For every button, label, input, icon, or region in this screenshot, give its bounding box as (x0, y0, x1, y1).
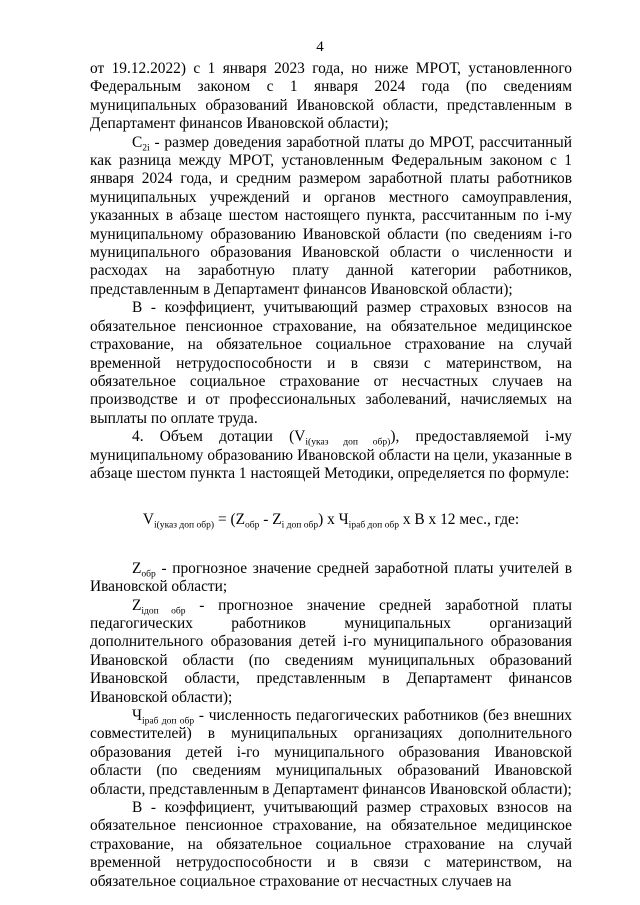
paragraph-b-coefficient: B - коэффициент, учитывающий размер страховых взносов на обязательное пенсионное страхование, на обязательное медицинское страхование, на обязательное социальное страхование на случай временной нетрудоспособности и в связи с материнством, на обязательное социальное страхование от несчастных случаев на производстве и от профессиональных заболеваний, начисляемых на выплаты по оплате труда. (90, 299, 572, 427)
symbol-zi-subscript: iдоп обр (141, 604, 186, 616)
formula-minus: - Z (259, 511, 282, 529)
z-obr-definition-text: - прогнозное значение средней заработной платы учителей в Ивановской области; (90, 559, 572, 596)
formula-eq: = (Z (214, 511, 245, 529)
c2i-definition-text: - размер доведения заработной платы до МРОТ, рассчитанный как разница между МРОТ, установленным Федеральным законом с 1 января 2024 года, и средним размером заработной платы работников муниципальных учреждений и органов местного самоуправления, указанных в абзаце шестом настоящего пункта, рассчитанным по i-му муниципальному образованию Ивановской области (по сведениям i-го муниципального образования Ивановской области о численности и расходах на заработную плату данной категории работников, представленным в Департамент финансов Ивановской области); (90, 133, 572, 298)
paragraph-zi-definition (90, 597, 572, 707)
paragraph-b-coefficient-2: B - коэффициент, учитывающий размер страховых взносов на обязательное пенсионное страхование, на обязательное медицинское страхование, на обязательное социальное страхование на случай временной нетрудоспособности и в связи с материнством, на обязательное социальное страхование от несчастных случаев на (90, 799, 572, 890)
symbol-z: Z (132, 559, 142, 577)
item-4-text-b: ), предоставляемой i-му муниципальному образованию Ивановской области на цели, указанные в абзаце шестом пункта 1 настоящей Методики, определяется по формуле: (90, 428, 573, 482)
zi-definition-text: - прогнозное значение средней заработной платы педагогических работников муниципальных организаций дополнительного образования детей i-го муниципального образования Ивановской области (по сведениям муниципальных образований Ивановской области, представленным в Департамент финансов Ивановской области); (90, 596, 572, 706)
formula-v: V (142, 511, 154, 529)
item-4-v-subscript: i(указ доп обр) (305, 436, 391, 448)
paragraph-item-4 (90, 428, 572, 483)
formula-ch-subscript: iраб доп обр (348, 519, 400, 531)
document-body (90, 60, 572, 891)
paragraph-c2i-definition (90, 134, 572, 300)
symbol-zi: Z (132, 596, 142, 614)
paragraph-ch-definition (90, 707, 572, 799)
page-number: 4 (316, 39, 324, 55)
formula-z-subscript: обр (245, 519, 260, 531)
symbol-ch-subscript: iраб доп обр (142, 715, 195, 727)
formula (90, 511, 572, 529)
symbol-z-subscript: обр (141, 568, 156, 580)
formula-tail: x B x 12 мес., где: (399, 511, 520, 529)
symbol-c: C (132, 133, 143, 151)
symbol-c-subscript: 2i (142, 141, 150, 153)
symbol-ch: Ч (132, 707, 143, 724)
formula-x1: ) x Ч (318, 511, 349, 529)
formula-zi-subscript: i доп обр (281, 519, 319, 531)
paragraph-z-obr-definition (90, 560, 572, 597)
paragraph-continuation: от 19.12.2022) с 1 января 2023 года, но ниже МРОТ, установленного Федеральным законом с 1 января 2024 года (по сведениям муниципальных образований Ивановской области, представленным в Департамент финансов Ивановской области); (90, 60, 572, 133)
formula-v-subscript: i(указ доп обр) (153, 519, 215, 531)
ch-definition-text: - численность педагогических работников (без внешних совместителей) в муниципальных организациях дополнительного образования детей i-го муниципального образования Ивановской области (по сведениям муниципальных образований Ивановской области, представленным в Департамент финансов Ивановской области); (90, 707, 573, 798)
item-4-text-a: 4. Объем дотации (V (132, 428, 306, 446)
